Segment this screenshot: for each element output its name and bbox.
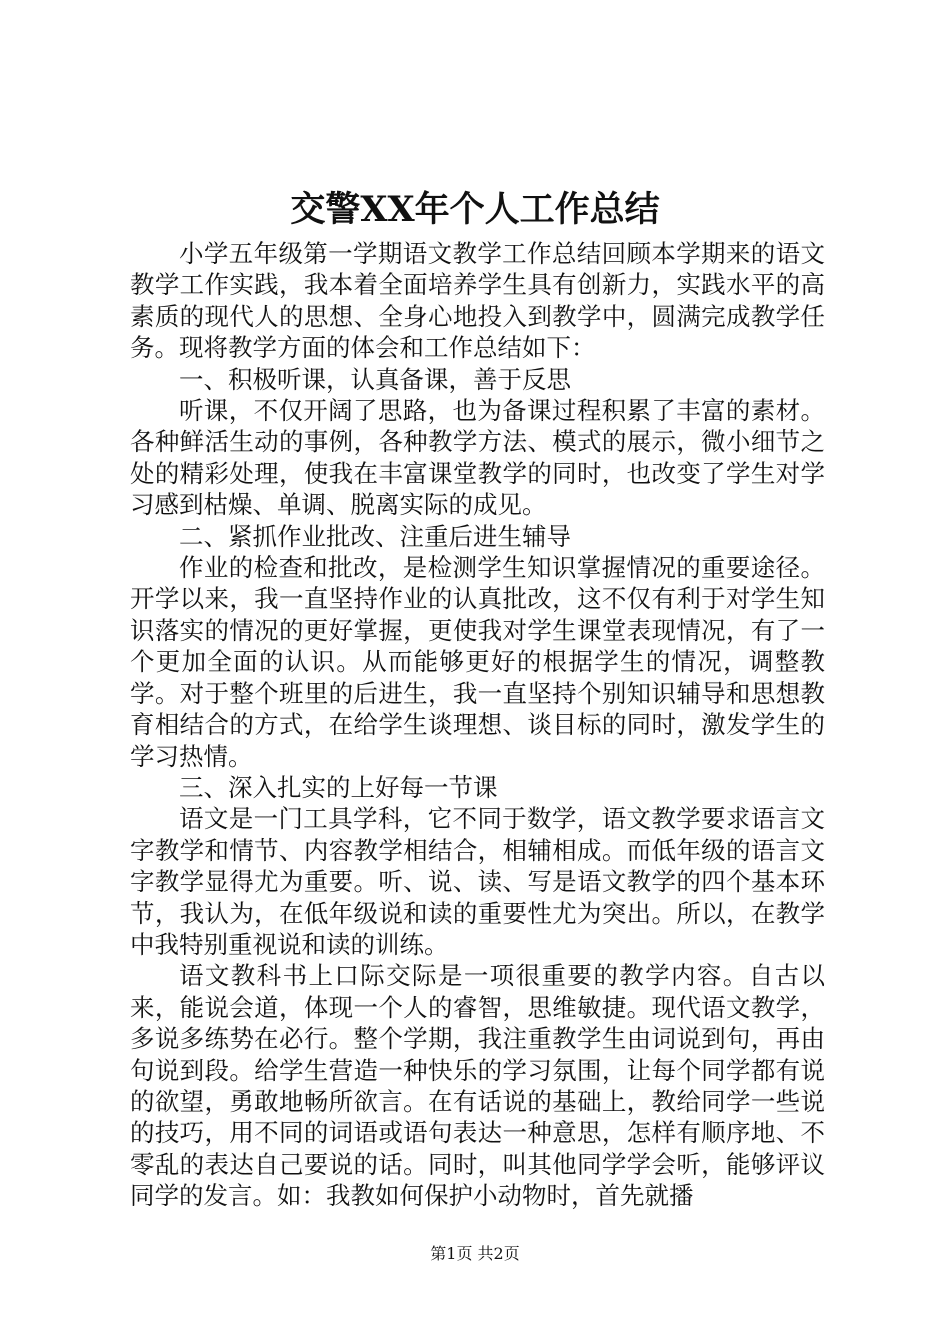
paragraph: 作业的检查和批改，是检测学生知识掌握情况的重要途径。开学以来，我一直坚持作业的认真批改，这不仅有利于对学生知识落实的情况的更好掌握，更使我对学生课堂表现情况，有了一个更加全面的认识。从而能够更好的根据学生的情况，调整教学。对于整个班里的后进生，我一直坚持个别知识辅导和思想教育相结合的方式，在给学生谈理想、谈目标的同时，激发学生的学习热情。	[130, 553, 825, 771]
section-heading: 三、深入扎实的上好每一节课	[179, 772, 498, 802]
section-heading: 一、积极听课，认真备课，善于反思	[179, 364, 571, 394]
document-body	[130, 238, 825, 1212]
page-footer: 第1页 共2页	[430, 1244, 520, 1263]
paragraph: 小学五年级第一学期语文教学工作总结回顾本学期来的语文教学工作实践，我本着全面培养学生具有创新力，实践水平的高素质的现代人的思想、全身心地投入到教学中，圆满完成教学任务。现将教学方面的体会和工作总结如下：	[130, 239, 825, 363]
paragraph: 听课，不仅开阔了思路，也为备课过程积累了丰富的素材。各种鲜活生动的事例，各种教学方法、模式的展示，微小细节之处的精彩处理，使我在丰富课堂教学的同时，也改变了学生对学习感到枯燥、单调、脱离实际的成见。	[130, 396, 825, 520]
document-title: 交警XX年个人工作总结	[290, 189, 660, 230]
section-heading: 二、紧抓作业批改、注重后进生辅导	[179, 521, 571, 551]
paragraph: 语文教科书上口际交际是一项很重要的教学内容。自古以来，能说会道，体现一个人的睿智，思维敏捷。现代语文教学，多说多练势在必行。整个学期，我注重教学生由词说到句，再由句说到段。给学生营造一种快乐的学习氛围，让每个同学都有说的欲望，勇敢地畅所欲言。在有话说的基础上，教给同学一些说的技巧，用不同的词语或语句表达一种意思，怎样有顺序地、不零乱的表达自己要说的话。同时，叫其他同学学会听，能够评议同学的发言。如：我教如何保护小动物时，首先就播	[130, 961, 825, 1211]
paragraph: 语文是一门工具学科，它不同于数学，语文教学要求语言文字教学和情节、内容教学相结合，相辅相成。而低年级的语言文字教学显得尤为重要。听、说、读、写是语文教学的四个基本环节，我认为，在低年级说和读的重要性尤为突出。所以，在教学中我特别重视说和读的训练。	[130, 804, 825, 959]
